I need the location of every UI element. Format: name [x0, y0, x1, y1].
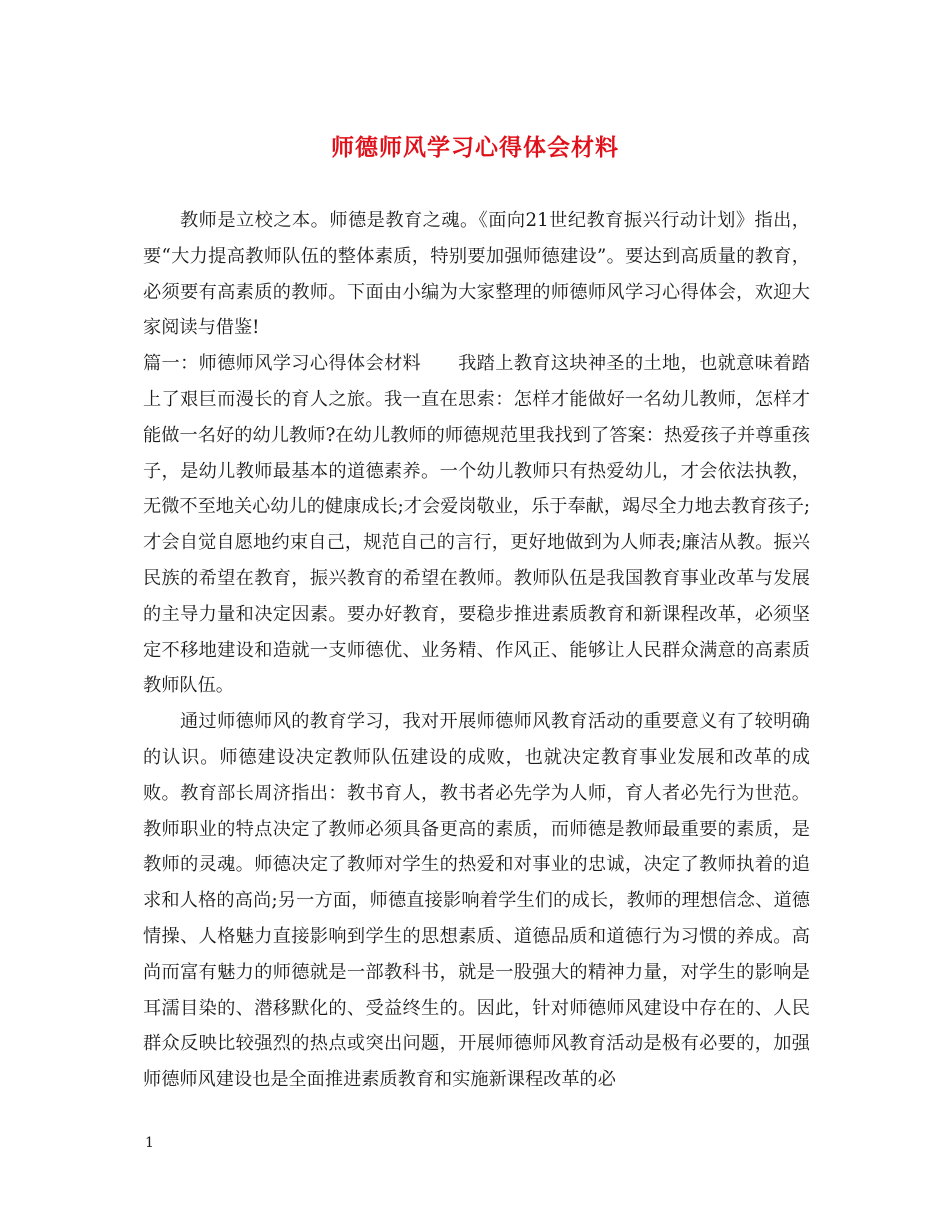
paragraph-section-one: 篇一：师德师风学习心得体会材料 我踏上教育这块神圣的土地，也就意味着踏上了艰巨而漫长的育人之旅。我一直在思索：怎样才能做好一名幼儿教师，怎样才能做一名好的幼儿教师?在幼儿教师的师德规范里我找到了答案：热爱孩子并尊重孩子，是幼儿教师最基本的道德素养。一个幼儿教师只有热爱幼儿，才会依法执教，无微不至地关心幼儿的健康成长;才会爱岗敬业，乐于奉献，竭尽全力地去教育孩子;才会自觉自愿地约束自己，规范自己的言行，更好地做到为人师表;廉洁从教。振兴民族的希望在教育，振兴教育的希望在教师。教师队伍是我国教育事业改革与发展的主导力量和决定因素。要办好教育，要稳步推进素质教育和新课程改革，必须坚定不移地建设和造就一支师德优、业务精、作风正、能够让人民群众满意的高素质教师队伍。: [143, 353, 811, 697]
page-number: 1: [145, 1135, 154, 1151]
paragraph-intro: 教师是立校之本。师德是教育之魂。《面向21世纪教育振兴行动计划》指出，要“大力提高教师队伍的整体素质，特别要加强师德建设”。要达到高质量的教育，必须要有高素质的教师。下面由小编为大家整理的师德师风学习心得体会，欢迎大家阅读与借鉴!: [143, 210, 810, 339]
document-title: 师德师风学习心得体会材料: [331, 134, 619, 161]
paragraph-study-reflection: 通过师德师风的教育学习，我对开展师德师风教育活动的重要意义有了较明确的认识。师德建设决定教师队伍建设的成败，也就决定教育事业发展和改革的成败。教育部长周济指出：教书育人，教书者必先学为人师，育人者必先行为世范。教师职业的特点决定了教师必须具备更高的素质，而师德是教师最重要的素质，是教师的灵魂。师德决定了教师对学生的热爱和对事业的忠诚，决定了教师执着的追求和人格的高尚;另一方面，师德直接影响着学生们的成长，教师的理想信念、道德情操、人格魅力直接影响到学生的思想素质、道德品质和道德行为习惯的养成。高尚而富有魅力的师德就是一部教科书，就是一股强大的精神力量，对学生的影响是耳濡目染的、潜移默化的、受益终生的。因此，针对师德师风建设中存在的、人民群众反映比较强烈的热点或突出问题，开展师德师风教育活动是极有必要的，加强师德师风建设也是全面推进素质教育和实施新课程改革的必: [143, 711, 810, 1091]
document-body: [143, 203, 810, 1098]
